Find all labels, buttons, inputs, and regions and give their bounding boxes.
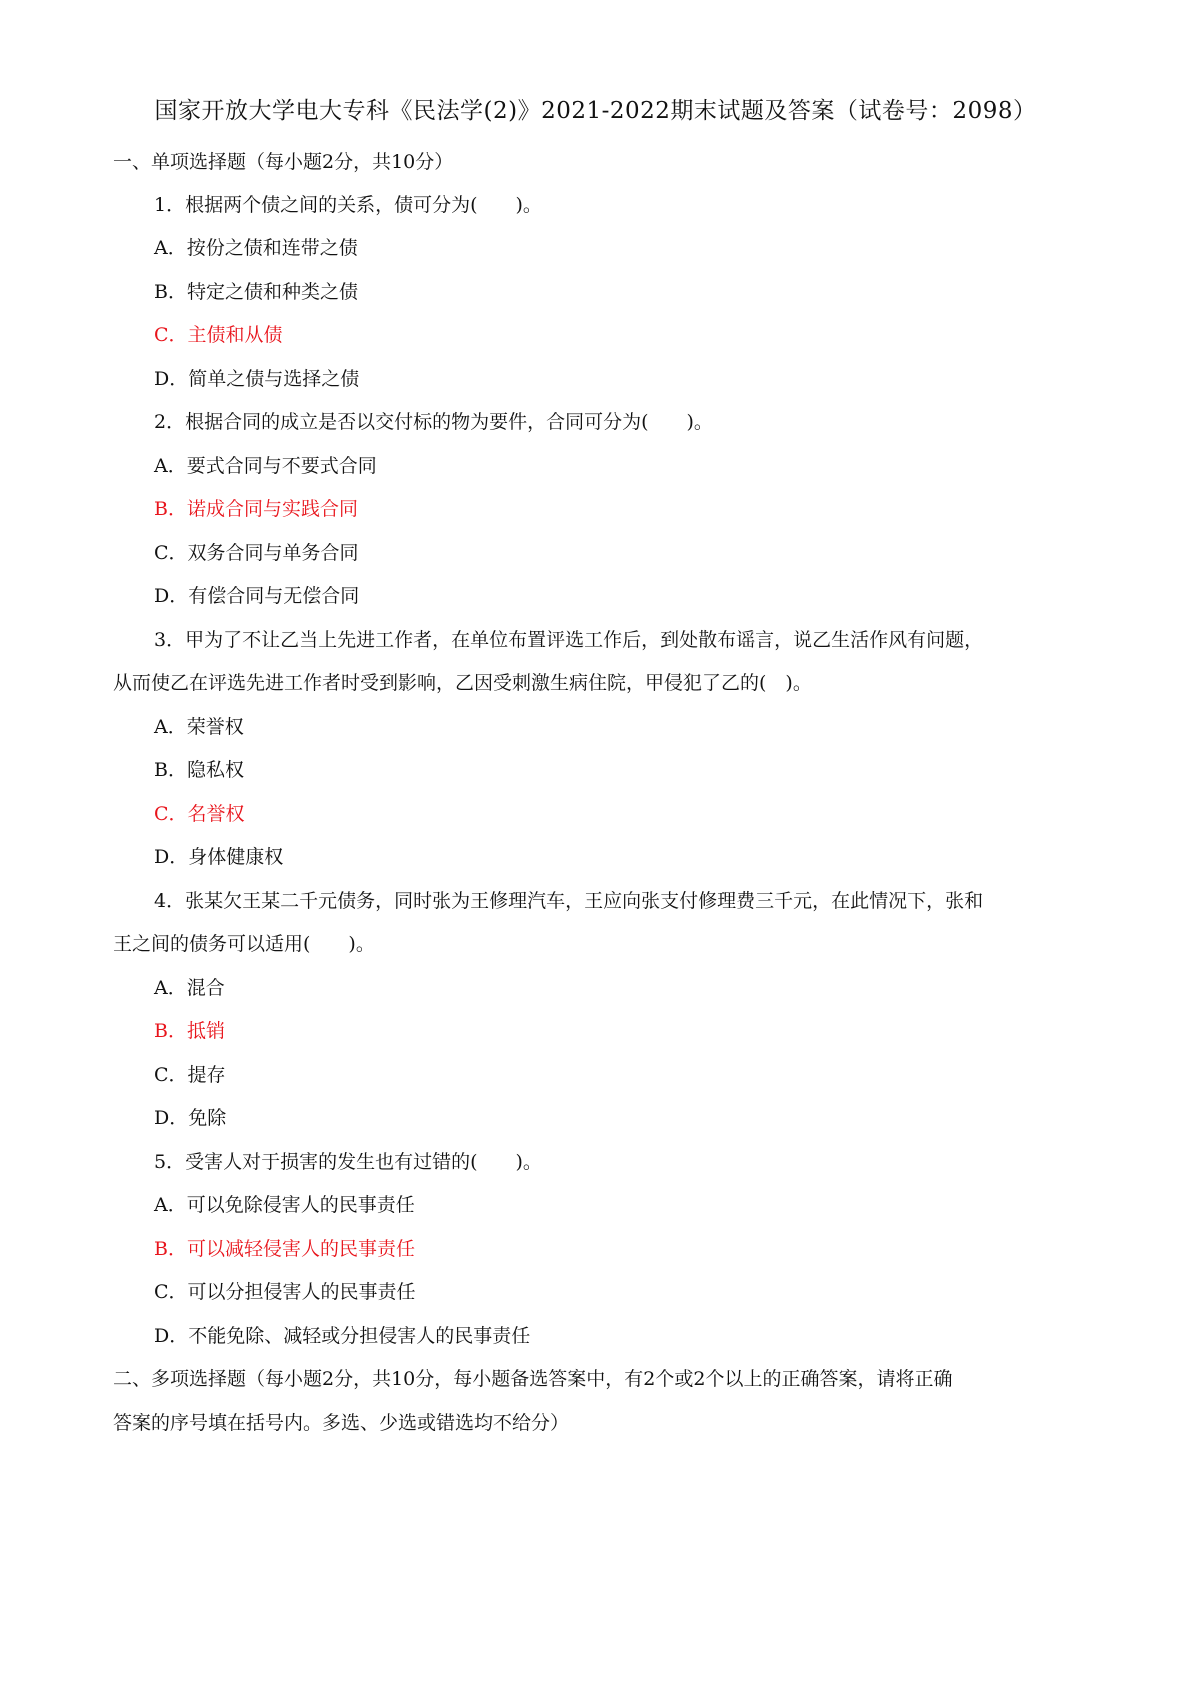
question-4-option-b-answer: B．抵销 — [154, 1020, 225, 1042]
question-2-option-a: A．要式合同与不要式合同 — [154, 455, 377, 477]
question-2-stem: 2．根据合同的成立是否以交付标的物为要件，合同可分为( )。 — [154, 411, 713, 433]
question-1-option-b: B．特定之债和种类之债 — [154, 281, 358, 303]
question-5-option-d: D．不能免除、减轻或分担侵害人的民事责任 — [154, 1325, 531, 1347]
page-title: 国家开放大学电大专科《民法学(2)》2021-2022期末试题及答案（试卷号：2098） — [154, 98, 1037, 124]
question-2-option-c: C．双务合同与单务合同 — [154, 542, 359, 564]
question-1-option-a: A．按份之债和连带之债 — [154, 237, 358, 259]
question-1-stem: 1．根据两个债之间的关系，债可分为( )。 — [154, 194, 542, 216]
question-1-option-d: D．简单之债与选择之债 — [154, 368, 360, 390]
section-2-heading-continued: 答案的序号填在括号内。多选、少选或错选均不给分） — [113, 1412, 570, 1434]
question-5-option-c: C．可以分担侵害人的民事责任 — [154, 1281, 416, 1303]
question-4-option-c: C．提存 — [154, 1064, 226, 1086]
question-3-option-b: B．隐私权 — [154, 759, 244, 781]
question-5-option-b-answer: B．可以减轻侵害人的民事责任 — [154, 1238, 415, 1260]
question-3-stem-continued: 从而使乙在评选先进工作者时受到影响，乙因受刺激生病住院，甲侵犯了乙的( )。 — [113, 672, 812, 694]
question-4-stem: 4．张某欠王某二千元债务，同时张为王修理汽车，王应向张支付修理费三千元，在此情况下，张和 — [154, 890, 984, 912]
question-3-stem: 3．甲为了不让乙当上先进工作者，在单位布置评选工作后，到处散布谣言，说乙生活作风有问题， — [154, 629, 984, 651]
section-1-heading: 一、单项选择题（每小题2分，共10分） — [113, 151, 454, 173]
question-5-option-a: A．可以免除侵害人的民事责任 — [154, 1194, 415, 1216]
question-3-option-c-answer: C．名誉权 — [154, 803, 245, 825]
question-2-option-d: D．有偿合同与无偿合同 — [154, 585, 360, 607]
question-3-option-d: D．身体健康权 — [154, 846, 284, 868]
question-4-option-d: D．免除 — [154, 1107, 227, 1129]
question-2-option-b-answer: B．诺成合同与实践合同 — [154, 498, 358, 520]
question-4-option-a: A．混合 — [154, 977, 225, 999]
section-2-heading: 二、多项选择题（每小题2分，共10分，每小题备选答案中，有2个或2个以上的正确答案，请将正确 — [113, 1368, 953, 1390]
question-1-option-c-answer: C．主债和从债 — [154, 324, 283, 346]
question-5-stem: 5．受害人对于损害的发生也有过错的( )。 — [154, 1151, 542, 1173]
question-4-stem-continued: 王之间的债务可以适用( )。 — [113, 933, 375, 955]
question-3-option-a: A．荣誉权 — [154, 716, 244, 738]
